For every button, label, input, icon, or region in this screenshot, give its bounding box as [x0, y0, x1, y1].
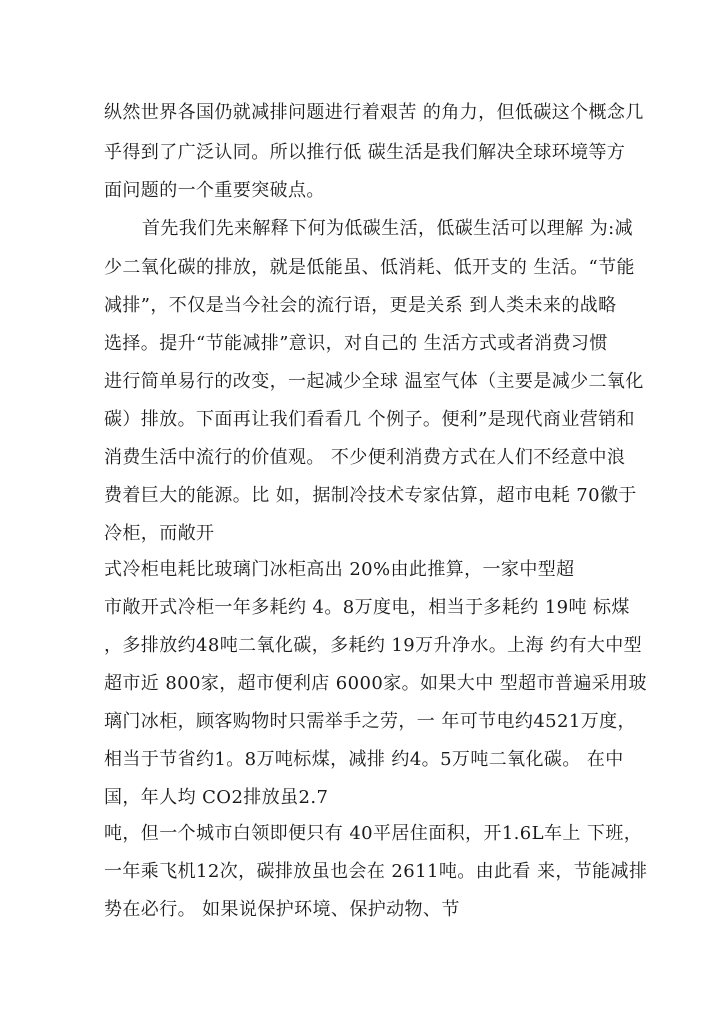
text-line: 碳）排放。下面再让我们看看几 个例子。便利”是现代商业营销和 [104, 409, 635, 430]
text-line: 势在必行。 如果说保护环境、保护动物、节 [104, 899, 460, 920]
text-line: 乎得到了广泛认同。所以推行低 碳生活是我们解决全球环境等方 [104, 142, 626, 163]
text-line: 相当于节省约1。8万吨标煤，减排 约4。5万吨二氧化碳。 在中 [104, 749, 624, 770]
text-line: 市敞开式冷柜一年多耗约 4。8万度电，相当于多耗约 19吨 标煤 [104, 597, 630, 618]
text-line: 消费生活中流行的价值观。 不少便利消费方式在人们不经意中浪 [104, 447, 626, 468]
text-line: 式冷柜电耗比玻璃门冰柜高出 20%由此推算，一家中型超 [104, 559, 575, 580]
text-line: 国，年人均 CO2排放虽2.7 [104, 787, 329, 808]
text-line: 璃门冰柜，顾客购物时只需举手之劳，一 年可节电约4521万度， [104, 711, 636, 732]
text-line: 面问题的一个重要突破点。 [104, 180, 325, 201]
text-line: 纵然世界各国仍就减排问题进行着艰苦 的角力，但低碳这个概念几 [104, 102, 644, 123]
text-line: ，多排放约48吨二氧化碳，多耗约 19万升净水。上海 约有大中型 [104, 635, 643, 656]
text-line: 一年乘飞机12次，碳排放虽也会在 2611吨。由此看 来，节能减排 [104, 861, 648, 882]
text-line: 首先我们先来解释下何为低碳生活，低碳生活可以理解 为:减 [142, 218, 633, 239]
text-line: 减排”，不仅是当今社会的流行语，更是关系 到人类未来的战略 [104, 295, 617, 316]
text-line: 选择。提升“节能减排”意识，对自己的 生活方式或者消费习惯 [104, 333, 608, 354]
text-line: 超市近 800家，超市便利店 6000家。如果大中 型超市普遍采用玻 [104, 673, 647, 694]
text-line: 费着巨大的能源。比 如，据制冷技术专家估算，超市电耗 70徽于 [104, 485, 637, 506]
text-line: 进行简单易行的改变，一起减少全球 温室气体（主要是减少二氧化 [104, 371, 644, 392]
text-line: 吨，但一个城市白领即便只有 40平居住面积，开1.6L车上 下班， [104, 823, 643, 844]
text-line: 冷柜，而敞开 [104, 523, 215, 544]
text-line: 少二氧化碳的排放，就是低能虽、低消耗、低开支的 生活。“节能 [104, 257, 635, 278]
